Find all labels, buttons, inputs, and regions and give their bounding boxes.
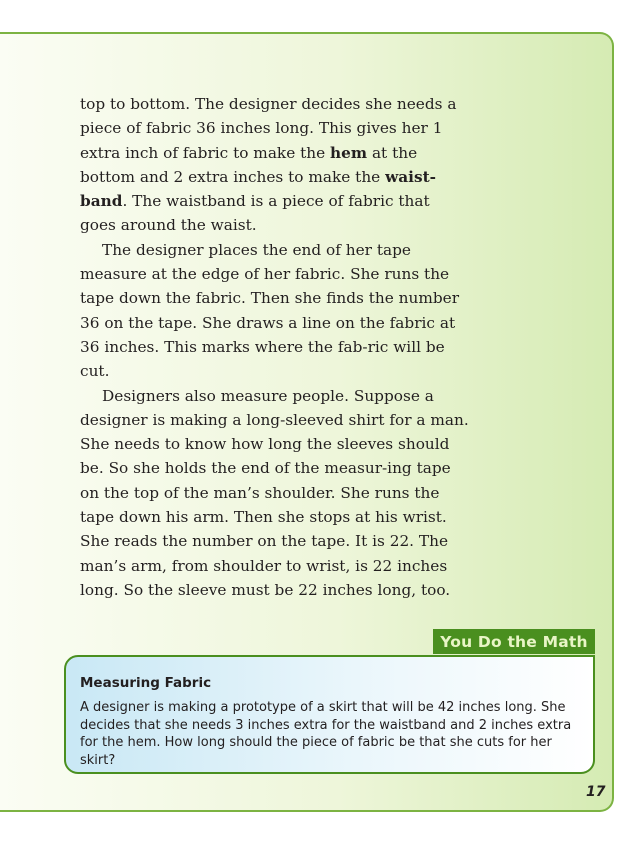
paragraph-1: top to bottom. The designer decides she needs a piece of fabric 36 inches long. This gives her 1 extra inch of fabric to make the hem at the bottom and 2 extra inches to make the waist-band. The waistband is a piece of fabric that goes around the waist. bbox=[80, 95, 457, 235]
you-do-the-math-tab: You Do the Math bbox=[433, 629, 595, 654]
paragraph-2: The designer places the end of her tape measure at the edge of her fabric. She runs the tape down the fabric. Then she finds the number 36 on the tape. She draws a line on the fabric at 36 inches. This marks where the fab-ric will be cut. bbox=[80, 240, 460, 381]
sidebar-title: Measuring Fabric bbox=[80, 675, 212, 691]
math-sidebar-box bbox=[64, 655, 595, 774]
sidebar-text: A designer is making a prototype of a skirt that will be 42 inches long. She decides that she needs 3 inches extra for the waistband and 2 inches extra for the hem. How long should the piece of fabric be that she cuts for her skirt? bbox=[80, 700, 572, 768]
paragraph-3: Designers also measure people. Suppose a designer is making a long-sleeved shirt for a man. She needs to know how long the sleeves should be. So she holds the end of the measur-ing tape on the top of the man’s shoulder. She runs the tape down his arm. Then she stops at his wrist. She reads the number on the tape. It is 22. The man’s arm, from shoulder to wrist, is 22 inches long. So the sleeve must be 22 inches long, too. bbox=[80, 386, 469, 599]
term-waistband: waist-band bbox=[80, 167, 437, 211]
term-hem: hem bbox=[330, 143, 368, 162]
page-number: 17 bbox=[586, 784, 606, 800]
body-text bbox=[80, 92, 470, 602]
